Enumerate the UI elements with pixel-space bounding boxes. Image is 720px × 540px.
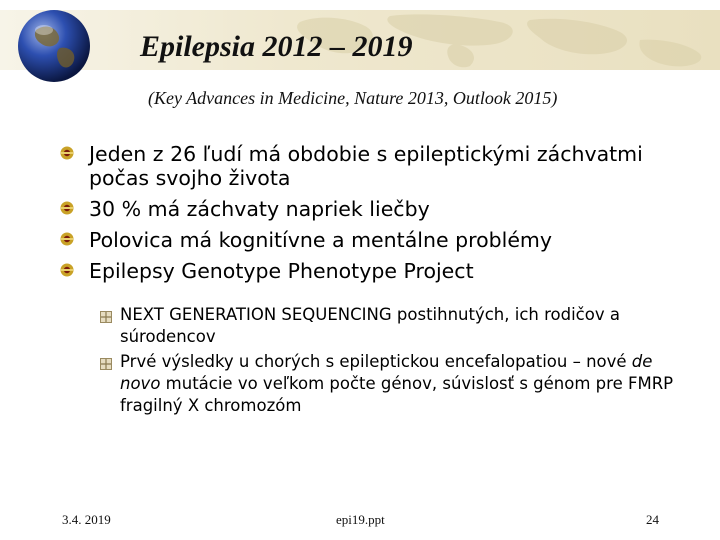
slide-subtitle: (Key Advances in Medicine, Nature 2013, Outlook 2015) — [148, 88, 558, 108]
list-item — [60, 193, 700, 224]
footer-date: 3.4. 2019 — [62, 512, 111, 527]
footer-filename: epi19.ppt — [336, 512, 385, 527]
list-item — [60, 255, 700, 286]
bullet-text: Polovica má kognitívne a mentálne problémy — [89, 227, 553, 252]
main-bullet-list — [60, 138, 700, 286]
bullet-disc-icon — [60, 146, 74, 160]
bullet-text: Epilepsy Genotype Phenotype Project — [89, 258, 474, 283]
sub-bullet-text-italic: de novo — [120, 352, 653, 393]
footer-page-number: 24 — [646, 512, 659, 527]
bullet-text: 30 % má záchvaty napriek liečby — [89, 196, 430, 221]
list-item — [100, 351, 680, 417]
sub-bullet-text-part: mutácie vo veľkom počte génov, súvislosť s génom pre FMRP fragilný X chromozóm — [120, 374, 674, 415]
list-item — [100, 304, 680, 348]
sub-bullet-square-icon — [100, 358, 112, 370]
globe-icon — [16, 8, 92, 84]
sub-bullet-text: NEXT GENERATION SEQUENCING postihnutých, ich rodičov a súrodencov — [120, 305, 620, 346]
bullet-disc-icon — [60, 263, 74, 277]
list-item — [60, 138, 700, 193]
bullet-disc-icon — [60, 201, 74, 215]
sub-bullet-text-part: Prvé výsledky u chorých s epileptickou encefalopatiou – nové — [120, 352, 632, 371]
sub-bullet-square-icon — [100, 311, 112, 323]
slide-title: Epilepsia 2012 – 2019 — [140, 30, 413, 63]
bullet-disc-icon — [60, 232, 74, 246]
list-item — [60, 224, 700, 255]
sub-bullet-list — [100, 304, 680, 420]
bullet-text: Jeden z 26 ľudí má obdobie s epileptickými záchvatmi počas svojho života — [89, 141, 643, 190]
